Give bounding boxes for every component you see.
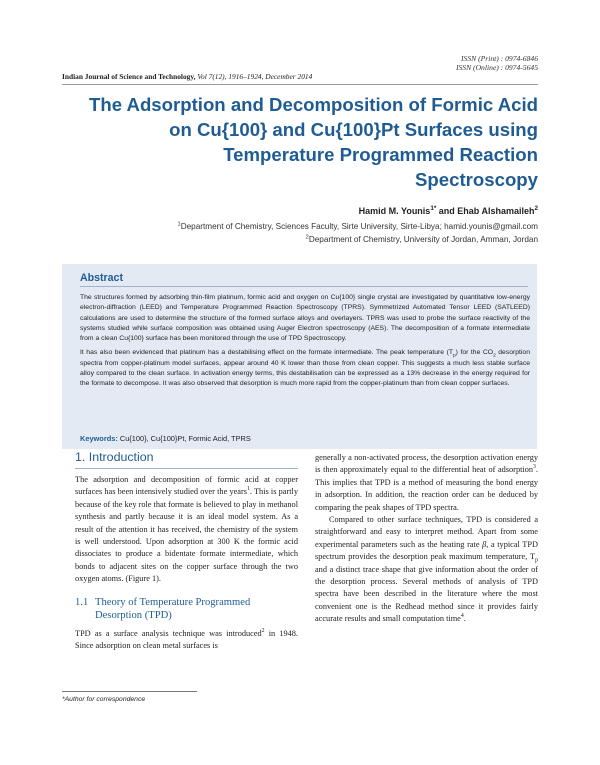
right-paragraph-2 — [315, 514, 538, 626]
right-paragraph-1 — [315, 452, 538, 514]
affiliation-1 — [177, 222, 538, 231]
section-heading-introduction: 1. Introduction — [75, 450, 154, 464]
journal-details: Vol 7(12), 1916–1924, December 2014 — [195, 72, 313, 81]
author-2: and Ehab Alshamaileh — [436, 206, 535, 216]
author-1-marker: 1* — [430, 205, 437, 212]
affiliation-2 — [306, 235, 538, 244]
intro-paragraph-1 — [75, 474, 298, 586]
keywords-label: Keywords: — [80, 434, 118, 443]
abstract-p2-part-b: ) for the CO — [455, 349, 494, 357]
right-p2-part-b: , a typical TPD spectrum provides the desorption peak maximum temperature, T — [315, 539, 538, 562]
keywords-text: Cu{100}, Cu{100}Pt, Formic Acid, TPRS — [117, 434, 251, 443]
intro-p2-part-a: TPD as a surface analysis technique was introduced — [75, 629, 262, 638]
right-p2-part-a: Compared to other surface techniques, TPD is considered a straightforward and easy to interpret method. Apart from some experimental parameters such as the heating rate — [315, 515, 538, 549]
right-p1-part-b: . This implies that TPD is a method of measuring the bond energy in adsorption. In addition, the reaction order can be deduced by comparing the peak shapes of TPD spectra. — [315, 465, 538, 512]
journal-name: Indian Journal of Science and Technology, — [62, 72, 196, 81]
left-column-tpd — [75, 628, 298, 653]
section-divider — [75, 468, 298, 469]
title-line-4: Spectroscopy — [415, 169, 538, 190]
right-column — [315, 452, 538, 626]
title-line-3: Temperature Programmed Reaction — [223, 144, 538, 165]
abstract-p2-part-a: It has also been evidenced that platinum has a destabilising effect on the formate intermediate. The peak temperature (T — [80, 349, 454, 357]
author-list — [359, 206, 538, 216]
abstract-divider — [80, 286, 528, 287]
subsection-title-line-1: Theory of Temperature Programmed — [95, 597, 251, 608]
beta-symbol: β — [482, 539, 487, 549]
intro-paragraph-2 — [75, 628, 298, 653]
abstract-body — [80, 293, 530, 394]
right-p2-subscript-p: p — [535, 557, 538, 564]
subsection-heading-tpd — [75, 596, 300, 622]
abstract-p2-part-c: desorption spectra from copper-platinum model surfaces, appear around 40 K lower than those from clean copper. This suggests a much less stable surface alloy compared to the clean surface. In activation energy terms, this destabilisation can be expressed as a 13% decrease in the energy required for the formate to decompose. It was also observed that desorption is much more rapid from the copper-platinum than from clean copper surfaces. — [80, 349, 530, 388]
citation-4: 4 — [460, 613, 464, 620]
citation-3: 3 — [533, 464, 536, 471]
keywords — [80, 434, 251, 443]
journal-citation — [62, 72, 312, 81]
abstract-paragraph-1: The structures formed by adsorbing thin-film platinum, formic acid and oxygen on Cu{100} single crystal are investigated by quantitative low-energy electron-diffraction (LEED) and Temperature Programmed Reaction Spectroscopy (TPRS). Symmetrized Automated Tensor LEED (SATLEED) calculations are used to determine the structure of the formed surface alloys and overlayers. TPRS was used to probe the surface reactivity of the systems studied while surface composition was obtained using Auger Electron spectroscopy (AES). The decomposition of a formate intermediate from a clean Cu{100} surface has been monitored through the use of TPD Spectroscopy. — [80, 294, 530, 343]
issn-online: ISSN (Online) : 0974-5645 — [455, 63, 538, 73]
right-p1-part-a: generally a non-activated process, the desorption activation energy is then approximately equal to the differential heat of adsorption — [315, 453, 538, 475]
intro-p1-part-b: . This is partly because of the key role that formate is believed to play in methanol synthesis and partly because it is an ideal model system. As a result of the attention it has received, the chemistry of the system is well understood. Upon adsorption at 300 K the formic acid dissociates to produce a bidentate formate intermediate, which bonds to adjacent sites on the copper surface through the two oxygen atoms. (Figure 1). — [75, 487, 299, 584]
intro-p1-part-a: The adsorption and decomposition of formic acid at copper surfaces has been intensively studied over the years — [75, 475, 298, 497]
subsection-title-line-2: Desorption (TPD) — [95, 610, 172, 621]
paper-title — [58, 92, 538, 192]
left-column-intro — [75, 474, 298, 586]
header-divider — [62, 84, 538, 85]
affiliation-1-text: Department of Chemistry, Sciences Faculty, Sirte University, Sirte-Libya; hamid.younis@gmail.com — [180, 222, 538, 231]
abstract-heading: Abstract — [80, 272, 123, 284]
citation-2: 2 — [261, 628, 265, 635]
right-p2-part-d: . — [463, 614, 466, 624]
author-1: Hamid M. Younis — [358, 206, 431, 216]
title-line-2: on Cu{100} and Cu{100}Pt Surfaces using — [169, 119, 538, 140]
title-line-1: The Adsorption and Decomposition of Formic Acid — [88, 94, 538, 115]
right-p2-part-c: and a distinct trace shape that give information about the order of the desorption process. Several methods of analysis of TPD spectra have been described in the literature where the most convenient one is the Redhead method since it provides fairly accurate results and small computation time — [315, 564, 538, 624]
affiliation-2-text: Department of Chemistry, University of Jordan, Amman, Jordan — [308, 235, 538, 244]
footnote-divider — [62, 691, 197, 692]
affiliation-2-marker: 2 — [305, 234, 309, 241]
author-2-marker: 2 — [534, 205, 538, 212]
intro-p2-part-b: in 1948. Since adsorption on clean metal surfaces is — [75, 629, 298, 651]
subsection-number: 1.1 — [75, 597, 89, 608]
issn-print: ISSN (Print) : 0974-6846 — [461, 54, 538, 63]
affiliation-1-marker: 1 — [177, 221, 181, 228]
issn-block — [456, 54, 538, 73]
abstract-paragraph-2 — [80, 348, 530, 389]
abstract-p2-subscript-2: 2 — [493, 353, 496, 359]
abstract-p2-subscript-p: p — [453, 353, 456, 359]
citation-1: 1 — [246, 486, 250, 493]
footnote-correspondence: *Author for correspondence — [62, 696, 146, 703]
